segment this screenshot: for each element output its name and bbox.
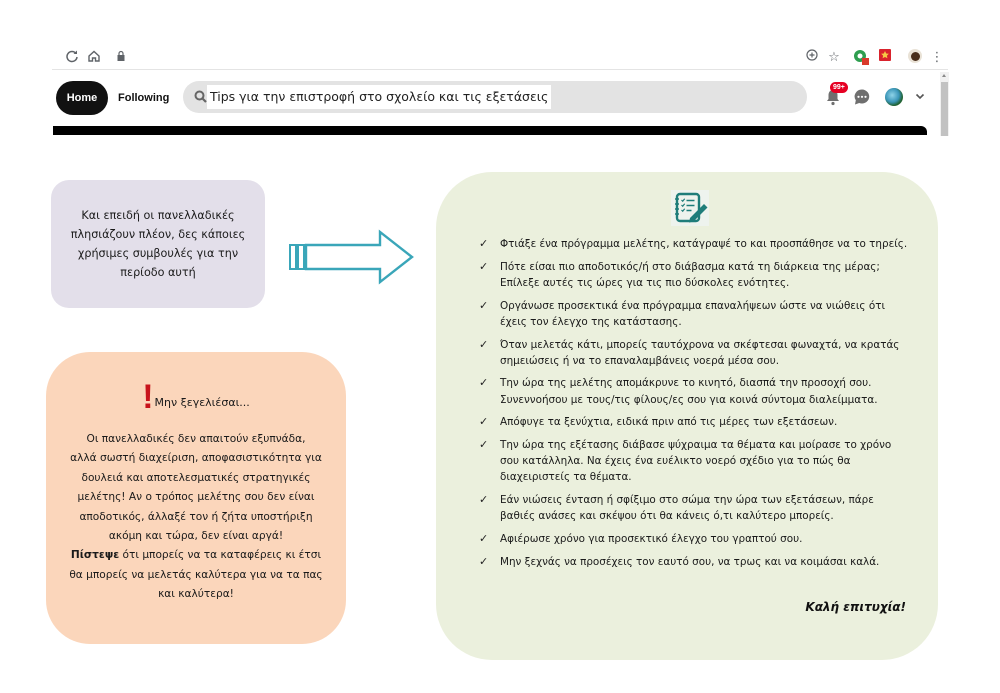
check-icon: ✓: [479, 554, 489, 568]
check-icon: ✓: [479, 415, 489, 429]
tip-item: [478, 259, 908, 291]
chevron-down-icon[interactable]: [914, 90, 926, 102]
warning-body: [60, 430, 332, 605]
warning-header: [46, 378, 346, 416]
extension-red-icon[interactable]: [877, 49, 893, 65]
app-header: [52, 78, 932, 120]
browser-toolbar: [52, 46, 948, 70]
warning-line: αποδοτικός, άλλαξέ τον ή ζήτα υποστήριξη: [79, 510, 313, 523]
warning-line: και καλύτερα!: [158, 588, 234, 601]
tip-item: [478, 375, 908, 407]
warning-believe-line: [60, 546, 332, 565]
check-icon: ✓: [479, 298, 489, 312]
lock-icon[interactable]: [113, 49, 129, 65]
messages-icon[interactable]: [853, 88, 871, 106]
add-icon[interactable]: [804, 49, 820, 65]
check-icon: ✓: [479, 259, 489, 273]
notifications-badge: 99+: [830, 82, 848, 93]
search-input[interactable]: Tips για την επιστροφή στο σχολείο και τις εξετάσεις: [207, 85, 551, 109]
tip-text: Μην ξεχνάς να προσέχεις τον εαυτό σου, να τρως και να κοιμάσαι καλά.: [500, 555, 880, 568]
tip-text: Την ώρα της εξέτασης διάβασε ψύχραιμα τα θέματα και μοίρασε το χρόνο σου κατάλληλα. Να έχεις ένα ευέλικτο νοερό σχέδιο για το πώς θα διαχειριστείς τα θέματα.: [500, 439, 892, 484]
intro-text: Και επειδή οι πανελλαδικές πλησιάζουν πλέον, δες κάποιες χρήσιμες συμβουλές για την περίοδο αυτή: [70, 209, 246, 279]
reload-icon[interactable]: [64, 49, 80, 65]
warning-line: αλλά σωστή διαχείριση, αποφασιστικότητα για: [70, 452, 322, 465]
profile-icon[interactable]: [907, 49, 923, 65]
tip-item: [478, 554, 908, 570]
tip-item: [478, 337, 908, 369]
tip-text: Φτιάξε ένα πρόγραμμα μελέτης, κατάγραψέ το και προσπάθησε να το τηρείς.: [500, 238, 908, 250]
tip-item: [478, 531, 908, 547]
believe-bold: Πίστεψε: [70, 549, 120, 562]
tip-text: Την ώρα της μελέτης απομάκρυνε το κινητό, διασπά την προσοχή σου. Συνεννοήσου με τους/τις φίλους/ες σου για κοινά σύντομα διαλείμματα.: [500, 377, 878, 406]
star-icon[interactable]: ☆: [828, 49, 840, 64]
tip-item: [478, 236, 908, 252]
tip-text: Όταν μελετάς κάτι, μπορείς ταυτόχρονα να σκέφτεσαι φωναχτά, να κρατάς σημειώσεις ή να το επαναλαμβάνεις νοερά μέσα σου.: [500, 338, 900, 367]
exclamation-icon: !: [142, 378, 154, 416]
search-bar[interactable]: [183, 81, 807, 113]
check-icon: ✓: [479, 493, 489, 507]
scroll-up-arrow-icon[interactable]: [942, 74, 946, 77]
right-arrow-icon: [288, 229, 416, 285]
warning-title: Μην ξεγελιέσαι...: [154, 396, 250, 409]
home-button[interactable]: Home: [56, 81, 108, 115]
warning-line: Οι πανελλαδικές δεν απαιτούν εξυπνάδα,: [86, 433, 306, 445]
tip-item: [478, 492, 908, 524]
tip-item: [478, 414, 908, 430]
home-icon[interactable]: [86, 49, 102, 65]
tip-item: [478, 437, 908, 486]
tip-text: Απόφυγε τα ξενύχτια, ειδικά πριν από τις μέρες των εξετάσεων.: [500, 416, 838, 429]
warning-line: ακόμη και τώρα, δεν είναι αργά!: [108, 530, 284, 543]
tip-text: Πότε είσαι πιο αποδοτικός/ή στο διάβασμα κατά τη διάρκεια της μέρας; Επίλεξε αυτές τις ώρες για τις πιο δύσκολες ενότητες.: [500, 260, 880, 289]
tip-text: Αφιέρωσε χρόνο για προσεκτικό έλεγχο του γραπτού σου.: [500, 533, 803, 546]
checklist-notebook-icon: [671, 190, 709, 226]
content-top-band: [53, 126, 927, 135]
scrollbar-thumb[interactable]: [941, 82, 948, 136]
extension-grammarly-icon[interactable]: [853, 49, 869, 65]
check-icon: ✓: [479, 438, 489, 452]
check-icon: ✓: [479, 532, 489, 546]
scrollbar[interactable]: [940, 72, 949, 136]
check-icon: ✓: [479, 337, 489, 351]
following-button[interactable]: Following: [118, 92, 170, 104]
intro-panel: [51, 180, 265, 308]
believe-rest: ότι μπορείς να τα καταφέρεις κι έτσι: [119, 549, 322, 562]
tips-list: [478, 236, 908, 576]
sign-off: Καλή επιτυχία!: [805, 600, 906, 614]
user-avatar[interactable]: [885, 88, 903, 106]
menu-icon[interactable]: ⋮: [930, 49, 944, 64]
warning-line: θα μπορείς να μελετάς καλύτερα για να τα πας: [69, 568, 323, 581]
tip-text: Οργάνωσε προσεκτικά ένα πρόγραμμα επαναλήψεων ώστε να νιώθεις ότι έχεις τον έλεγχο της κατάστασης.: [500, 299, 885, 328]
warning-line: δουλειά και αποτελεσματικές στρατηγικές: [81, 471, 311, 484]
warning-panel: [46, 352, 346, 644]
check-icon: ✓: [479, 237, 489, 250]
tip-item: [478, 298, 908, 330]
tip-text: Εάν νιώσεις ένταση ή σφίξιμο στο σώμα την ώρα των εξετάσεων, πάρε βαθιές ανάσες και σκέψου ότι θα κάνεις ό,τι καλύτερο μπορείς.: [500, 494, 874, 523]
warning-line: μελέτης! Αν ο τρόπος μελέτης σου δεν είναι: [77, 491, 315, 504]
check-icon: ✓: [479, 376, 489, 390]
